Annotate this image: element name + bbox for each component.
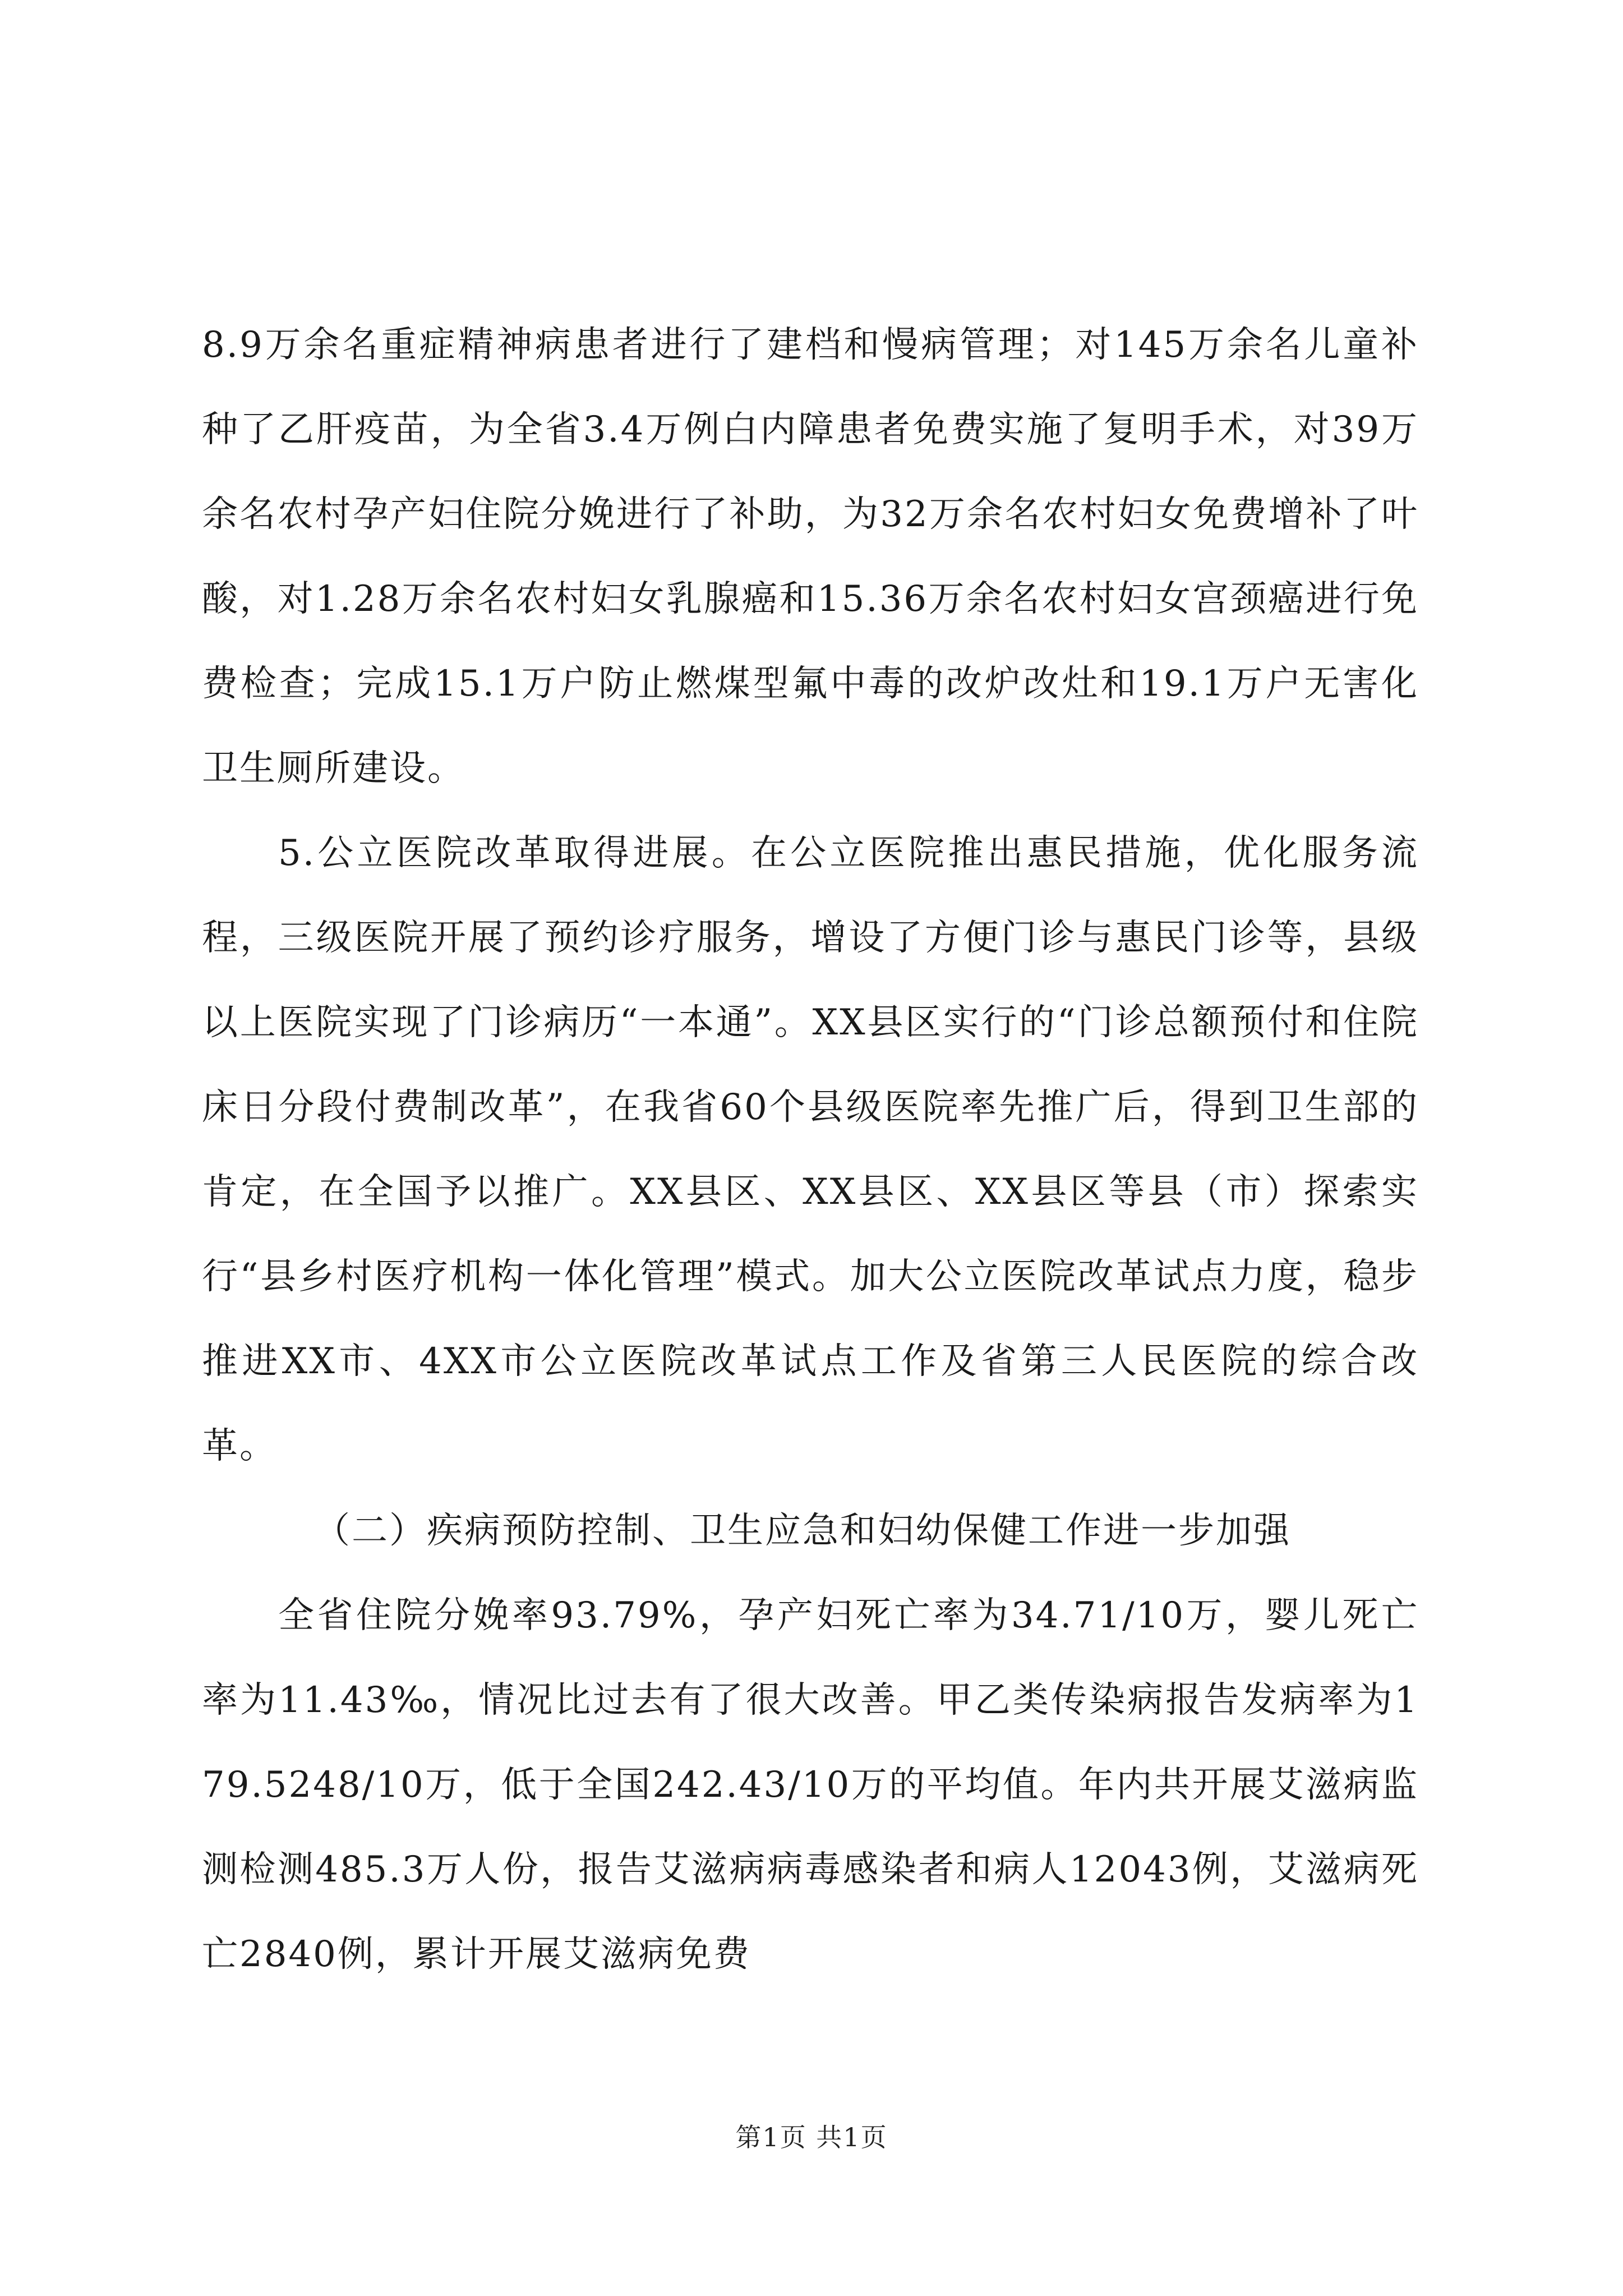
page-number-footer: 第1页 共1页 [735,2122,888,2152]
section-heading: （二）疾病预防控制、卫生应急和妇幼保健工作进一步加强 [314,1510,1291,1552]
paragraph-health-statistics: 全省住院分娩率93.79%，孕产妇死亡率为34.71/10万，婴儿死亡率为11.43‰，情况比过去有了很大改善。甲乙类传染病报告发病率为179.5248/10万，低于全国242.43/10万的平均值。年内共开展艾滋病监测检测485.3万人份，报告艾滋病病毒感染者和病人12043例，艾滋病死亡2840例，累计开展艾滋病免费 [202,1595,1419,1975]
document-body [202,303,1419,1997]
paragraph-continuation: 8.9万余名重症精神病患者进行了建档和慢病管理；对145万余名儿童补种了乙肝疫苗，为全省3.4万例白内障患者免费实施了复明手术，对39万余名农村孕产妇住院分娩进行了补助，为32万余名农村妇女免费增补了叶酸，对1.28万余名农村妇女乳腺癌和15.36万余名农村妇女宫颈癌进行免费检查；完成15.1万户防止燃煤型氟中毒的改炉改灶和19.1万户无害化卫生厕所建设。 [202,324,1419,789]
paragraph-public-hospital-reform: 5.公立医院改革取得进展。在公立医院推出惠民措施，优化服务流程，三级医院开展了预约诊疗服务，增设了方便门诊与惠民门诊等，县级以上医院实现了门诊病历“一本通”。XX县区实行的“门诊总额预付和住院床日分段付费制改革”，在我省60个县级医院率先推广后，得到卫生部的肯定，在全国予以推广。XX县区、XX县区、XX县区等县（市）探索实行“县乡村医疗机构一体化管理”模式。加大公立医院改革试点力度，稳步推进XX市、4XX市公立医院改革试点工作及省第三人民医院的综合改革。 [202,832,1419,1467]
